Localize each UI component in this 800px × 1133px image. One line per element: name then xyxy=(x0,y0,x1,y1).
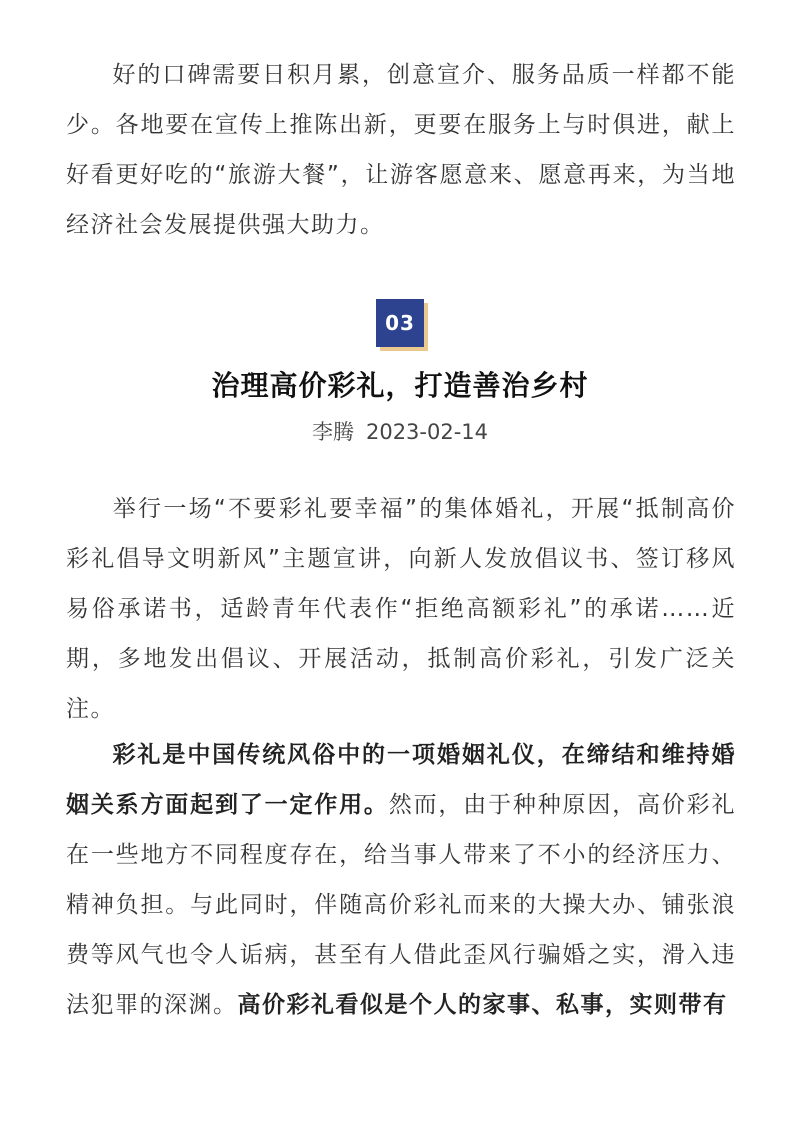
paragraph-body-text: 然而，由于种种原因，高价彩礼在一些地方不同程度存在，给当事人带来了不小的经济压力、精神负担。与此同时，伴随高价彩礼而来的大操大办、铺张浪费等风气也令人诟病，甚至有人借此歪风行骗婚之实，滑入违法犯罪的深渊。 xyxy=(66,792,737,1018)
paragraph-betrothal-gifts xyxy=(66,730,736,1030)
paragraph-wedding-text: 举行一场“不要彩礼要幸福”的集体婚礼，开展“抵制高价彩礼倡导文明新风”主题宣讲，向新人发放倡议书、签订移风易俗承诺书，适龄青年代表作“拒绝高额彩礼”的承诺……近期，多地发出倡议、开展活动，抵制高价彩礼，引发广泛关注。 xyxy=(66,496,736,722)
byline xyxy=(0,414,800,450)
publish-date: 2023-02-14 xyxy=(365,420,489,444)
bold-statement-1: 彩礼是中国传统风俗中的一项婚姻礼仪，在缔结和维持婚姻关系方面起到了一定作用。 xyxy=(66,742,736,818)
author: 李腾 xyxy=(311,420,354,444)
paragraph-wedding xyxy=(66,484,736,734)
section-title: 治理高价彩礼，打造善治乡村 xyxy=(211,369,589,402)
section-number: 03 xyxy=(376,299,424,347)
paragraph-tourism xyxy=(66,50,736,250)
bold-statement-2: 高价彩礼看似是个人的家事、私事，实则带有 xyxy=(237,992,728,1018)
section-number-badge xyxy=(376,299,424,347)
paragraph-tourism-text: 好的口碑需要日积月累，创意宣介、服务品质一样都不能少。各地要在宣传上推陈出新，更要在服务上与时俱进，献上好看更好吃的“旅游大餐”，让游客愿意来、愿意再来，为当地经济社会发展提供强大助力。 xyxy=(66,62,736,238)
